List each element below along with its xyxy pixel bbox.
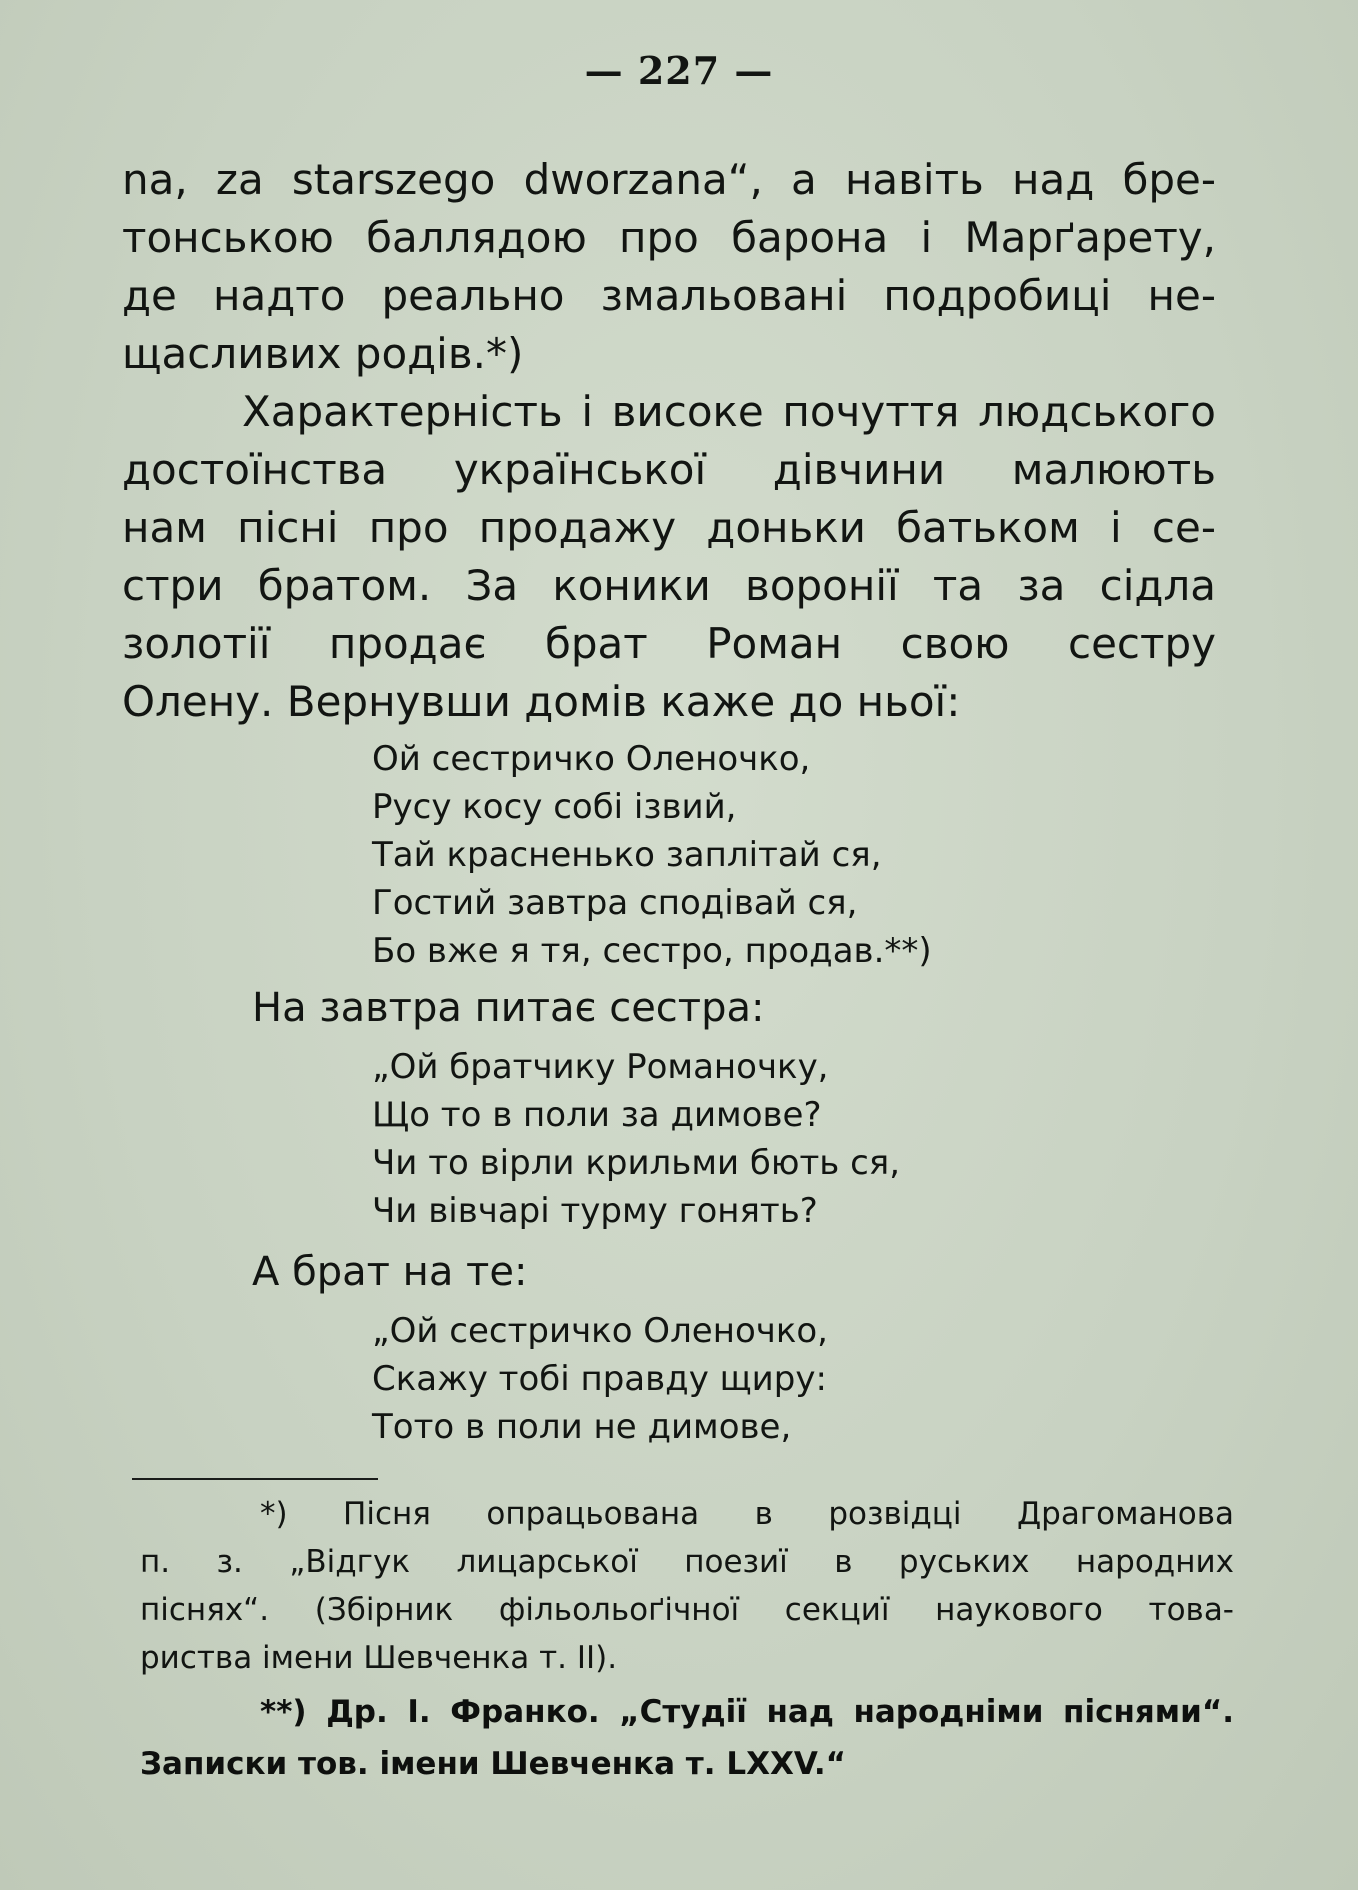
body-line: достоїнства української дівчини малюють bbox=[122, 445, 1216, 494]
verse-line: Чи вівчарі турму гонять? bbox=[372, 1191, 818, 1231]
footnote-line: **) Др. І. Франко. „Студії над народніми піснями“. bbox=[260, 1694, 1234, 1730]
body-line: нам пісні про продажу доньки батьком і се- bbox=[122, 503, 1216, 552]
body-line: na, za starszego dworzana“, а навіть над бре- bbox=[122, 155, 1216, 204]
body-line: стри братом. За коники воронії та за сідла bbox=[122, 561, 1216, 610]
footnote-line: п. з. „Відгук лицарської поезиї в руських народних bbox=[140, 1544, 1234, 1580]
page-number: — 227 — bbox=[584, 48, 774, 93]
body-line: де надто реально змальовані подробиці не- bbox=[122, 271, 1216, 320]
verse-line: Тай красненько заплітай ся, bbox=[372, 835, 882, 875]
footnote-line: риства імени Шевченка т. II). bbox=[140, 1640, 618, 1676]
body-line: Характерність і високе почуття людського bbox=[242, 387, 1216, 436]
verse-line: Тото в поли не димове, bbox=[372, 1407, 792, 1447]
footnote-line: Записки тов. імени Шевченка т. LXXV.“ bbox=[140, 1746, 847, 1782]
body-line: щасливих родів.*) bbox=[122, 329, 524, 378]
verse-line: Русу косу собі ізвий, bbox=[372, 787, 737, 827]
verse-line: „Ой сестричко Оленочко, bbox=[372, 1311, 828, 1351]
body-line: золотії продає брат Роман свою сестру bbox=[122, 619, 1216, 668]
verse-line: Бо вже я тя, сестро, продав.**) bbox=[372, 931, 932, 971]
verse-line: Ой сестричко Оленочко, bbox=[372, 739, 811, 779]
footnote-line: *) Пісня опрацьована в розвідці Драгоманова bbox=[260, 1496, 1234, 1532]
verse-line: Що то в поли за димове? bbox=[372, 1095, 822, 1135]
narration-line: А брат на те: bbox=[252, 1249, 528, 1295]
body-line: Олену. Вернувши домів каже до ньої: bbox=[122, 677, 961, 726]
footnote-divider bbox=[132, 1478, 378, 1480]
verse-line: „Ой братчику Романочку, bbox=[372, 1047, 829, 1087]
verse-line: Скажу тобі правду щиру: bbox=[372, 1359, 827, 1399]
body-line: тонською баллядою про барона і Марґарету, bbox=[122, 213, 1216, 262]
verse-line: Чи то вірли крильми бють ся, bbox=[372, 1143, 901, 1183]
narration-line: На завтра питає сестра: bbox=[252, 985, 765, 1031]
verse-line: Гостий завтра сподівай ся, bbox=[372, 883, 858, 923]
footnote-line: піснях“. (Збірник фільольоґічної секциї наукового това- bbox=[140, 1592, 1234, 1628]
